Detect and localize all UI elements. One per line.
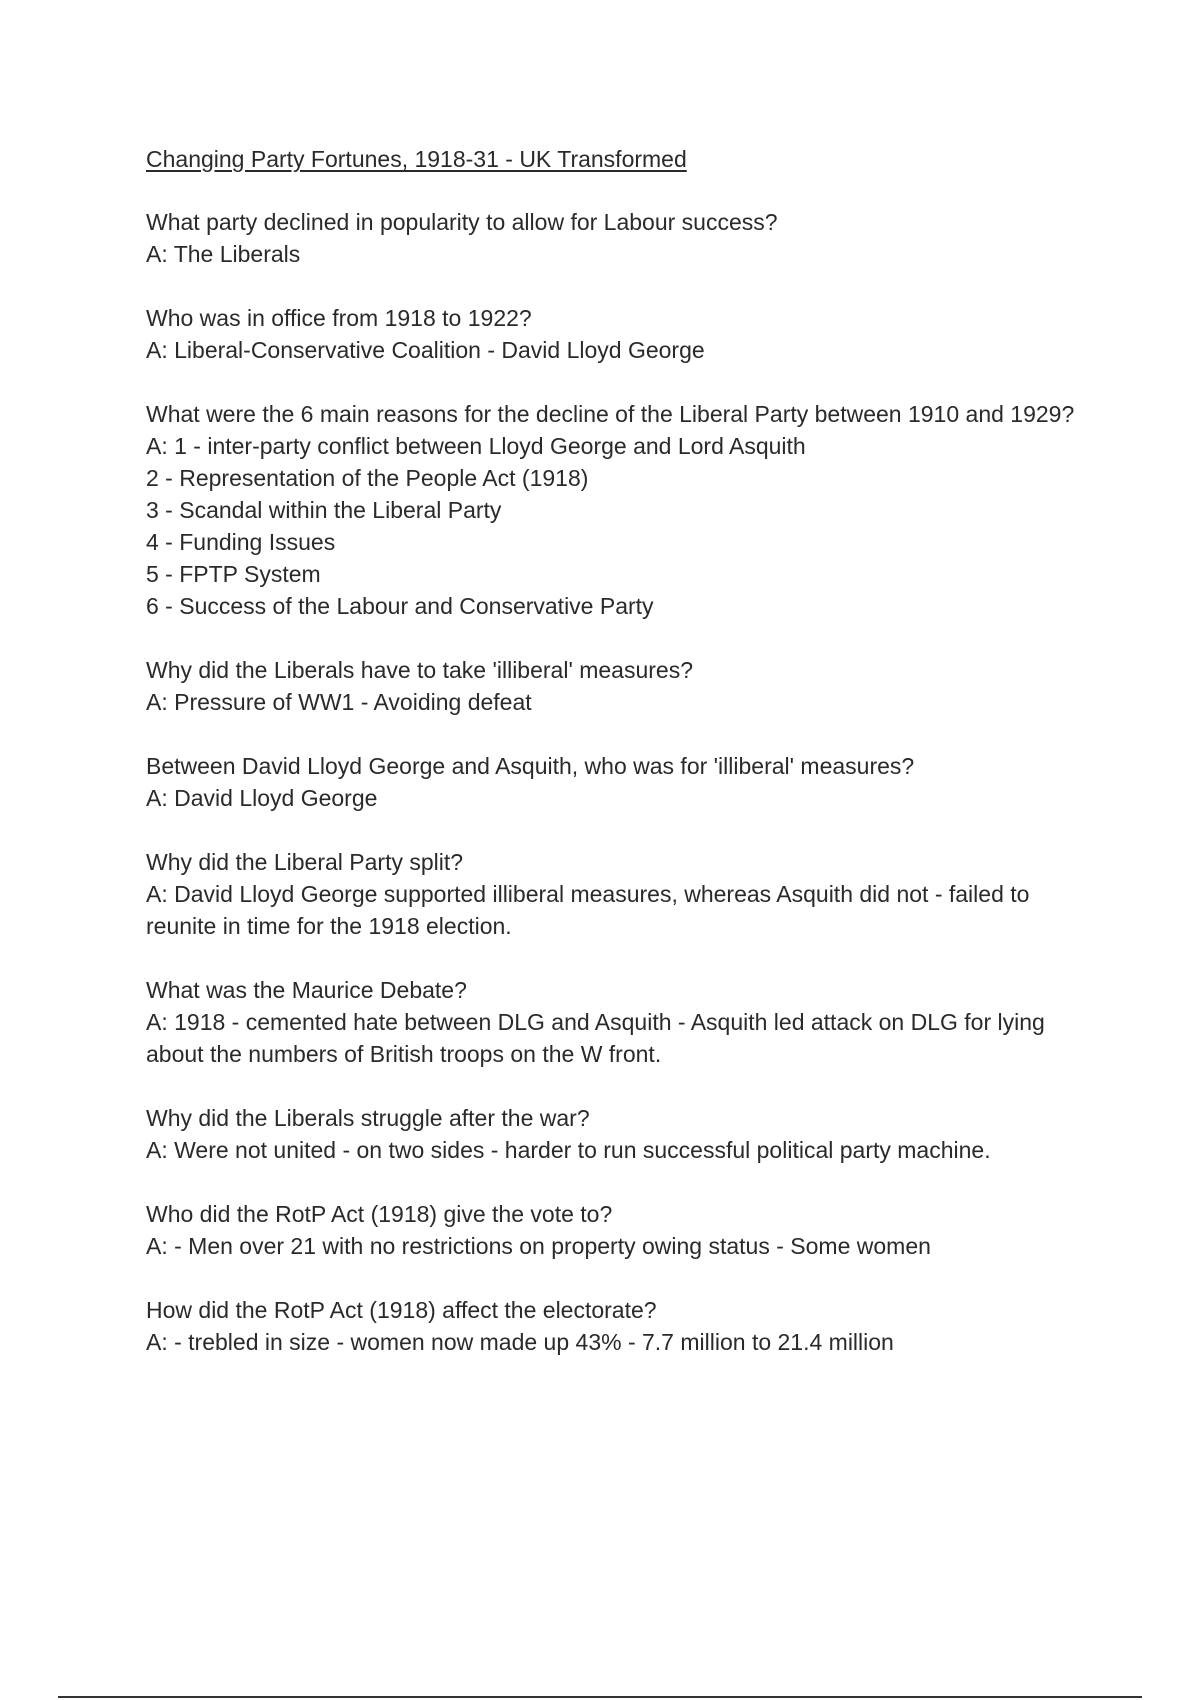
qa-item xyxy=(146,654,1086,718)
answer-list-item: 2 - Representation of the People Act (1918) xyxy=(146,465,589,491)
qa-item xyxy=(146,846,1086,942)
answer-text: A: The Liberals xyxy=(146,241,301,267)
qa-item xyxy=(146,1102,1086,1166)
qa-item xyxy=(146,302,1086,366)
question-text: Between David Lloyd George and Asquith, who was for 'illiberal' measures? xyxy=(146,753,915,779)
answer-text: A: David Lloyd George xyxy=(146,785,378,811)
question-text: Who was in office from 1918 to 1922? xyxy=(146,305,532,331)
answer-list-item: 4 - Funding Issues xyxy=(146,529,336,555)
question-text: Why did the Liberal Party split? xyxy=(146,849,464,875)
question-text: What party declined in popularity to allow for Labour success? xyxy=(146,209,778,235)
qa-item xyxy=(146,974,1086,1070)
answer-list-item: 3 - Scandal within the Liberal Party xyxy=(146,497,502,523)
document-title: Changing Party Fortunes, 1918-31 - UK Transformed xyxy=(146,146,687,172)
answer-text: A: David Lloyd George supported illiberal measures, whereas Asquith did not - failed to reunite in time for the 1918 election. xyxy=(146,881,1030,939)
answer-text: A: Liberal-Conservative Coalition - David Lloyd George xyxy=(146,337,705,363)
qa-item xyxy=(146,206,1086,270)
question-text: Who did the RotP Act (1918) give the vote to? xyxy=(146,1201,613,1227)
question-text: What were the 6 main reasons for the decline of the Liberal Party between 1910 and 1929? xyxy=(146,401,1075,427)
document-page xyxy=(146,143,1086,1390)
answer-list-item: 5 - FPTP System xyxy=(146,561,321,587)
question-text: What was the Maurice Debate? xyxy=(146,977,467,1003)
answer-text: A: Pressure of WW1 - Avoiding defeat xyxy=(146,689,532,715)
answer-text: A: - trebled in size - women now made up 43% - 7.7 million to 21.4 million xyxy=(146,1329,894,1355)
answer-text: A: Were not united - on two sides - harder to run successful political party machine. xyxy=(146,1137,991,1163)
qa-item xyxy=(146,750,1086,814)
question-text: Why did the Liberals struggle after the war? xyxy=(146,1105,590,1131)
answer-list-item: 6 - Success of the Labour and Conservative Party xyxy=(146,593,654,619)
qa-item xyxy=(146,398,1086,622)
answer-text: A: 1918 - cemented hate between DLG and Asquith - Asquith led attack on DLG for lying about the numbers of British troops on the W front. xyxy=(146,1009,1045,1067)
qa-item xyxy=(146,1198,1086,1262)
qa-item xyxy=(146,1294,1086,1358)
page-bottom-divider xyxy=(58,1696,1142,1698)
question-text: Why did the Liberals have to take 'illiberal' measures? xyxy=(146,657,694,683)
answer-text: A: - Men over 21 with no restrictions on property owing status - Some women xyxy=(146,1233,931,1259)
question-text: How did the RotP Act (1918) affect the electorate? xyxy=(146,1297,657,1323)
answer-text: A: 1 - inter-party conflict between Lloyd George and Lord Asquith xyxy=(146,433,806,459)
